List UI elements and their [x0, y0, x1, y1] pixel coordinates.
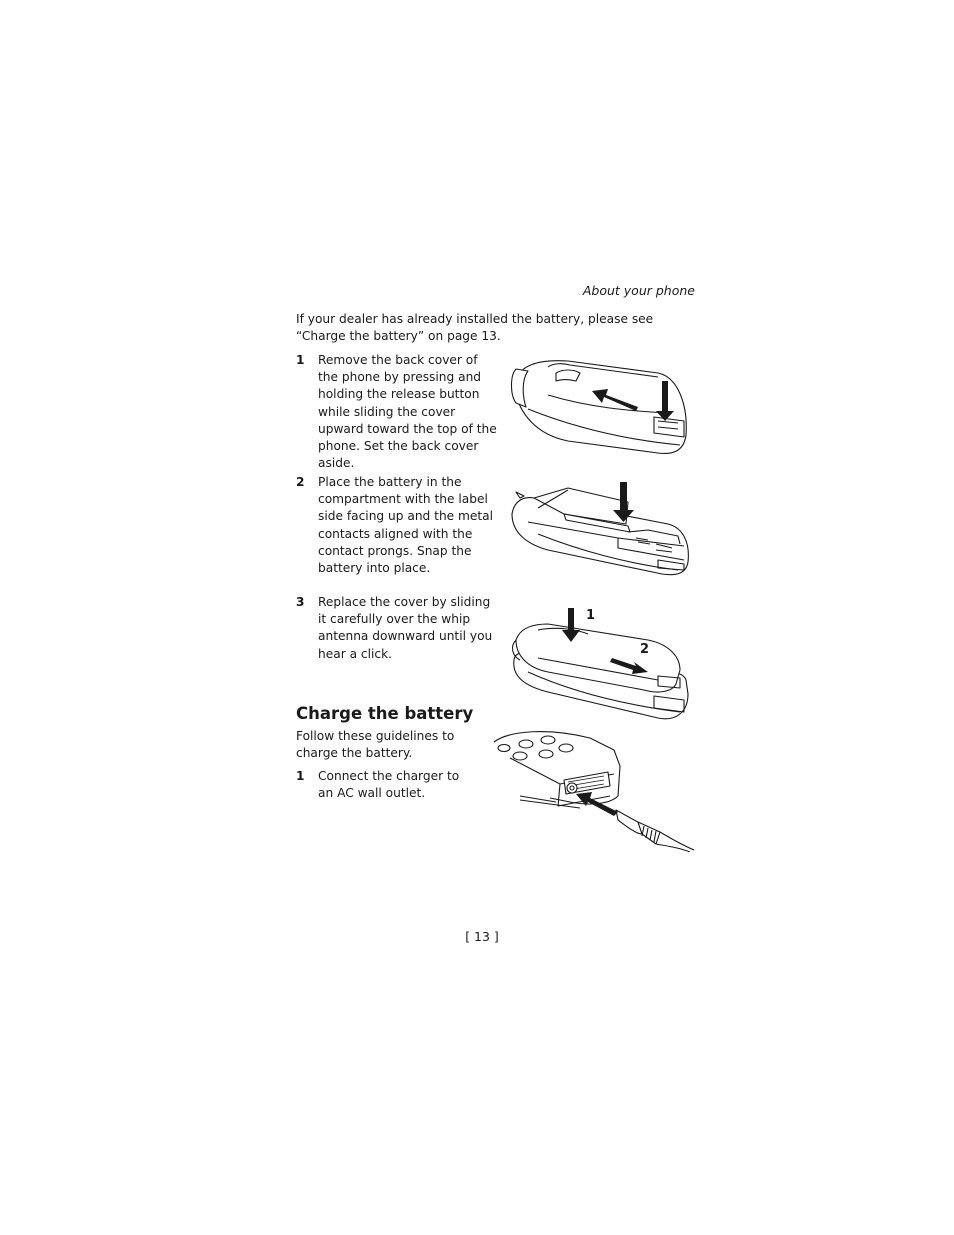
- step-3: [296, 594, 501, 661]
- step-1: [296, 352, 501, 471]
- step-1-number: 1: [296, 353, 305, 367]
- page-header: About your phone: [582, 283, 695, 298]
- replace-cover-illustration: [508, 600, 693, 725]
- figure3-label-2: 2: [640, 642, 650, 657]
- step-2-number: 2: [296, 475, 305, 489]
- figure3-label-1: 1: [586, 608, 596, 623]
- step-3-text: Replace the cover by sliding it carefully over the whip antenna downward until you hear a click.: [318, 595, 493, 661]
- section-title: Charge the battery: [296, 704, 474, 723]
- insert-battery-illustration: [508, 478, 693, 580]
- charge-step-1-text: Connect the charger to an AC wall outlet.: [318, 769, 460, 801]
- step-1-text: Remove the back cover of the phone by pressing and holding the release button while sliding the cover upward toward the top of the phone. Set the back cover aside.: [318, 353, 497, 471]
- page-number: [ 13 ]: [465, 929, 499, 944]
- connect-charger-illustration: [490, 726, 696, 852]
- step-2: [296, 474, 501, 576]
- step-3-number: 3: [296, 595, 305, 609]
- intro-paragraph: If your dealer has already installed the battery, please see “Charge the battery” on page 13.: [296, 312, 654, 344]
- step-2-text: Place the battery in the compartment with the label side facing up and the metal contacts aligned with the contact prongs. Snap the battery into place.: [318, 475, 494, 576]
- charge-step-1: [296, 768, 476, 808]
- remove-cover-illustration: [508, 355, 693, 460]
- charge-step-1-number: 1: [296, 769, 305, 783]
- section-intro: Follow these guidelines to charge the battery.: [296, 729, 455, 761]
